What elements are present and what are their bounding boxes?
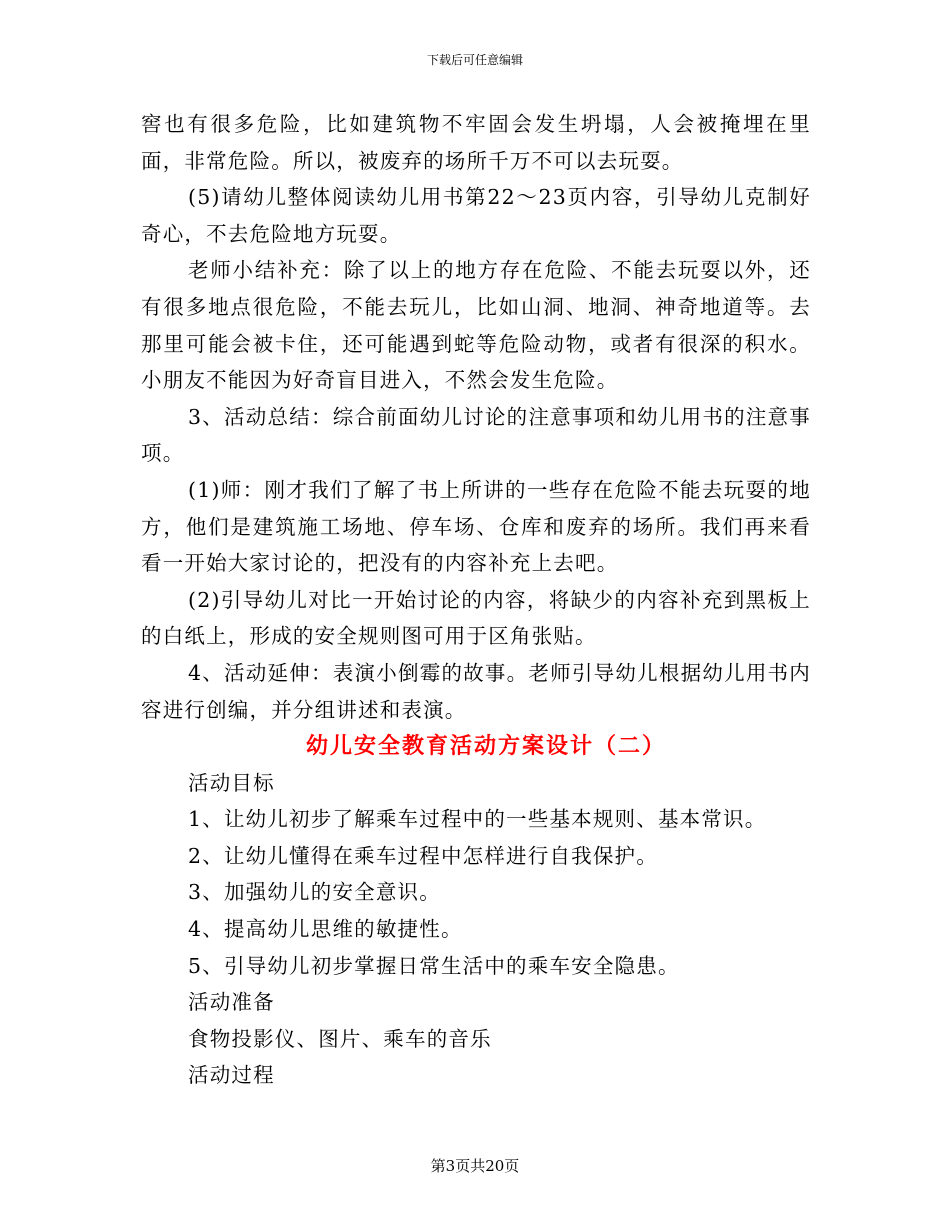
paragraph-summary-2: (2)引导幼儿对比一开始讨论的内容，将缺少的内容补充到黑板上的白纸上，形成的安全规则图可用于区角张贴。 xyxy=(141,587,811,649)
goal-item-5: 5、引导幼儿初步掌握日常生活中的乘车安全隐患。 xyxy=(188,953,680,978)
paragraph-summary-1: (1)师：刚才我们了解了书上所讲的一些存在危险不能去玩耍的地方，他们是建筑施工场地、停车场、仓库和废弃的场所。我们再来看看一开始大家讨论的，把没有的内容补充上去吧。 xyxy=(141,477,811,576)
paragraph-continuation: 窖也有很多危险，比如建筑物不牢固会发生坍塌，人会被掩埋在里面，非常危险。所以，被废弃的场所千万不可以去玩耍。 xyxy=(141,112,811,173)
page-footer: 第3页共20页 xyxy=(430,1157,520,1175)
paragraph-teacher-summary: 老师小结补充：除了以上的地方存在危险、不能去玩耍以外，还有很多地点很危险，不能去玩儿，比如山洞、地洞、神奇地道等。去那里可能会被卡住，还可能遇到蛇等危险动物，或者有很深的积水。小朋友不能因为好奇盲目进入，不然会发生危险。 xyxy=(141,258,811,393)
document-body xyxy=(141,106,811,1094)
heading-activity-goals: 活动目标 xyxy=(188,770,275,795)
paragraph-step-5: (5)请幼儿整体阅读幼儿用书第22～23页内容，引导幼儿克制好奇心，不去危险地方玩耍。 xyxy=(141,185,811,246)
paragraph-activity-summary: 3、活动总结：综合前面幼儿讨论的注意事项和幼儿用书的注意事项。 xyxy=(141,404,811,466)
heading-activity-preparation: 活动准备 xyxy=(188,990,275,1015)
page-header: 下载后可任意编辑 xyxy=(426,53,523,67)
paragraph-activity-extension: 4、活动延伸：表演小倒霉的故事。老师引导幼儿根据幼儿用书内容进行创编，并分组讲述和表演。 xyxy=(141,660,811,722)
section-title: 幼儿安全教育活动方案设计（二） xyxy=(305,733,666,760)
goal-item-3: 3、加强幼儿的安全意识。 xyxy=(188,880,441,905)
goal-item-4: 4、提高幼儿思维的敏捷性。 xyxy=(188,917,463,942)
heading-activity-process: 活动过程 xyxy=(188,1063,275,1088)
goal-item-1: 1、让幼儿初步了解乘车过程中的一些基本规则、基本常识。 xyxy=(188,807,767,832)
goal-item-2: 2、让幼儿懂得在乘车过程中怎样进行自我保护。 xyxy=(188,843,658,868)
preparation-materials: 食物投影仪、图片、乘车的音乐 xyxy=(188,1026,492,1051)
